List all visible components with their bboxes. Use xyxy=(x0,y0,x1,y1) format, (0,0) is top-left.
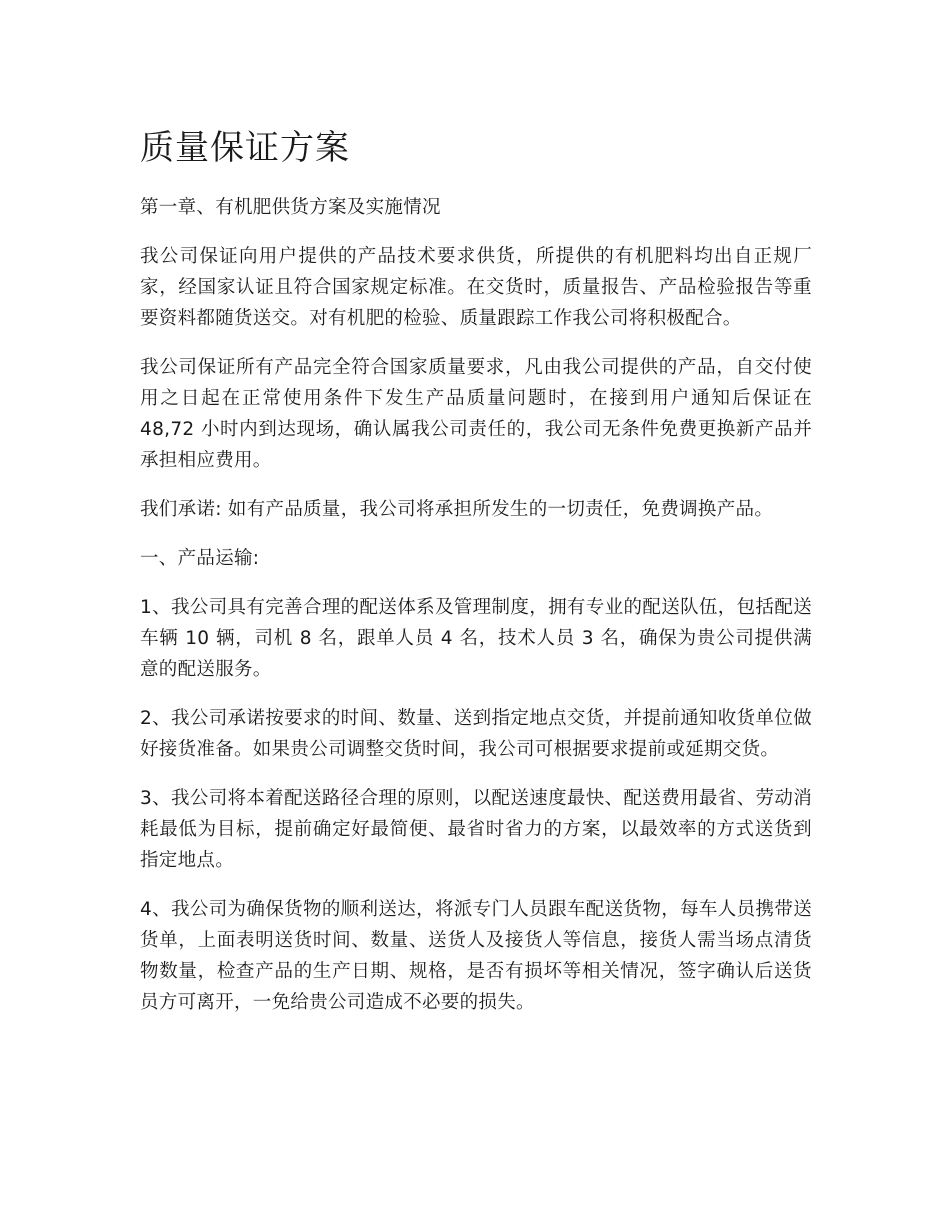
list-item-3: 3、我公司将本着配送路径合理的原则，以配送速度最快、配送费用最省、劳动消耗最低为目标，提前确定好最简便、最省时省力的方案，以最效率的方式送货到指定地点。 xyxy=(140,788,812,871)
list-item-4: 4、我公司为确保货物的顺利送达，将派专门人员跟车配送货物，每车人员携带送货单，上面表明送货时间、数量、送货人及接货人等信息，接货人需当场点清货物数量，检查产品的生产日期、规格，是否有损坏等相关情况，签字确认后送货员方可离开，一免给贵公司造成不必要的损失。 xyxy=(140,899,812,1013)
document-page xyxy=(140,124,812,1036)
paragraph-supply-guarantee: 我公司保证向用户提供的产品技术要求供货，所提供的有机肥料均出自正规厂家，经国家认证且符合国家规定标准。在交货时，质量报告、产品检验报告等重要资料都随货送交。对有机肥的检验、质量跟踪工作我公司将积极配合。 xyxy=(140,246,812,329)
section-heading-transport: 一、产品运输: xyxy=(140,548,260,569)
paragraph-quality-guarantee: 我公司保证所有产品完全符合国家质量要求，凡由我公司提供的产品，自交付使用之日起在正常使用条件下发生产品质量问题时，在接到用户通知后保证在 48,72 小时内到达现场，确认属我公司责任的，我公司无条件免费更换新产品并承担相应费用。 xyxy=(140,357,812,471)
paragraph-commitment: 我们承诺: 如有产品质量，我公司将承担所发生的一切责任，免费调换产品。 xyxy=(140,499,774,520)
list-item-2: 2、我公司承诺按要求的时间、数量、送到指定地点交货，并提前通知收货单位做好接货准备。如果贵公司调整交货时间，我公司可根据要求提前或延期交货。 xyxy=(140,708,812,760)
document-title: 质量保证方案 xyxy=(140,128,350,168)
chapter-heading: 第一章、有机肥供货方案及实施情况 xyxy=(140,197,441,218)
list-item-1: 1、我公司具有完善合理的配送体系及管理制度，拥有专业的配送队伍，包括配送车辆 10 辆，司机 8 名，跟单人员 4 名，技术人员 3 名，确保为贵公司提供满意的配送服务。 xyxy=(140,597,812,680)
